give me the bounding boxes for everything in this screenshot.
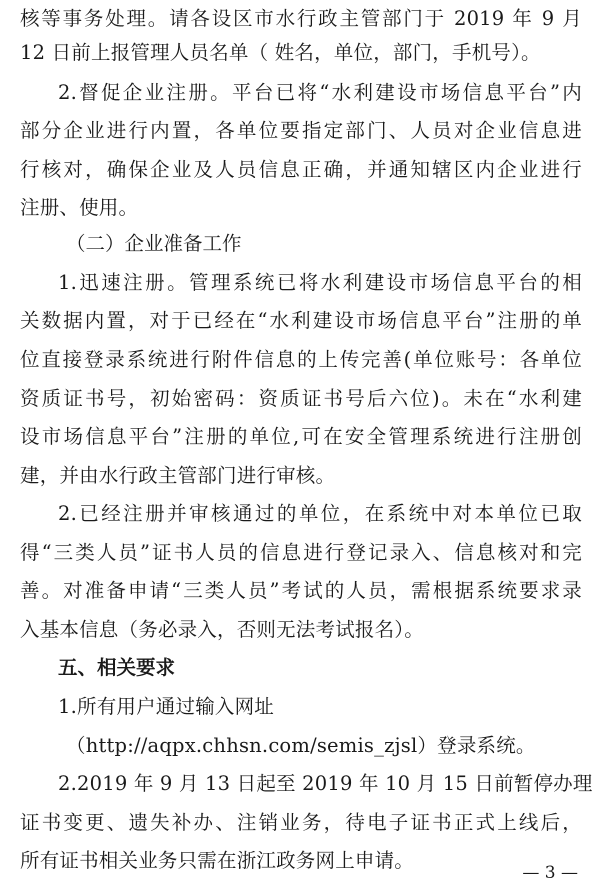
paragraph-line: 得“三类人员”证书人员的信息进行登记录入、信息核对和完 (20, 541, 582, 564)
paragraph-line: 资质证书号，初始密码：资质证书号后六位)。未在“水利建 (20, 387, 582, 410)
paragraph-line: 入基本信息（务必录入，否则无法考试报名）。 (20, 618, 424, 641)
paragraph-line: 关数据内置，对于已经在“水利建设市场信息平台”注册的单 (20, 309, 582, 332)
paragraph-line: 所有证书相关业务只需在浙江政务网上申请。 (20, 849, 415, 872)
section-heading: 五、相关要求 (58, 656, 176, 679)
paragraph-line: 核等事务处理。请各设区市水行政主管部门于 2019 年 9 月 (20, 7, 582, 30)
paragraph-line: 1.迅速注册。管理系统已将水利建设市场信息平台的相 (58, 271, 582, 294)
page-number: — 3 — (522, 863, 578, 883)
paragraph-line: 证书变更、遗失补办、注销业务，待电子证书正式上线后， (20, 811, 582, 834)
paragraph-line: 2.督促企业注册。平台已将“水利建设市场信息平台”内 (58, 81, 582, 104)
paragraph-line: 2.已经注册并审核通过的单位，在系统中对本单位已取 (58, 502, 582, 525)
paragraph-line: 12 日前上报管理人员名单（ 姓名，单位，部门，手机号）。 (20, 41, 541, 64)
paragraph-line: 注册、使用。 (20, 196, 139, 219)
paragraph-line: 善。对准备申请“三类人员”考试的人员，需根据系统要求录 (20, 579, 582, 602)
paragraph-line: 设市场信息平台”注册的单位,可在安全管理系统进行注册创 (20, 425, 582, 448)
paragraph-line: 1.所有用户通过输入网址 (58, 695, 275, 718)
paragraph-line: 行核对，确保企业及人员信息正确，并通知辖区内企业进行 (20, 158, 582, 181)
url-line: （http://aqpx.chhsn.com/semis_zjsl）登录系统。 (66, 734, 536, 757)
paragraph-line: 位直接登录系统进行附件信息的上传完善(单位账号：各单位 (20, 348, 582, 371)
paragraph-line: 建，并由水行政主管部门进行审核。 (20, 464, 336, 487)
paragraph-line: 部分企业进行内置，各单位要指定部门、人员对企业信息进 (20, 119, 582, 142)
paragraph-line: 2.2019 年 9 月 13 日起至 2019 年 10 月 15 日前暂停办理 (58, 772, 593, 795)
section-subheading: （二）企业准备工作 (66, 232, 242, 255)
